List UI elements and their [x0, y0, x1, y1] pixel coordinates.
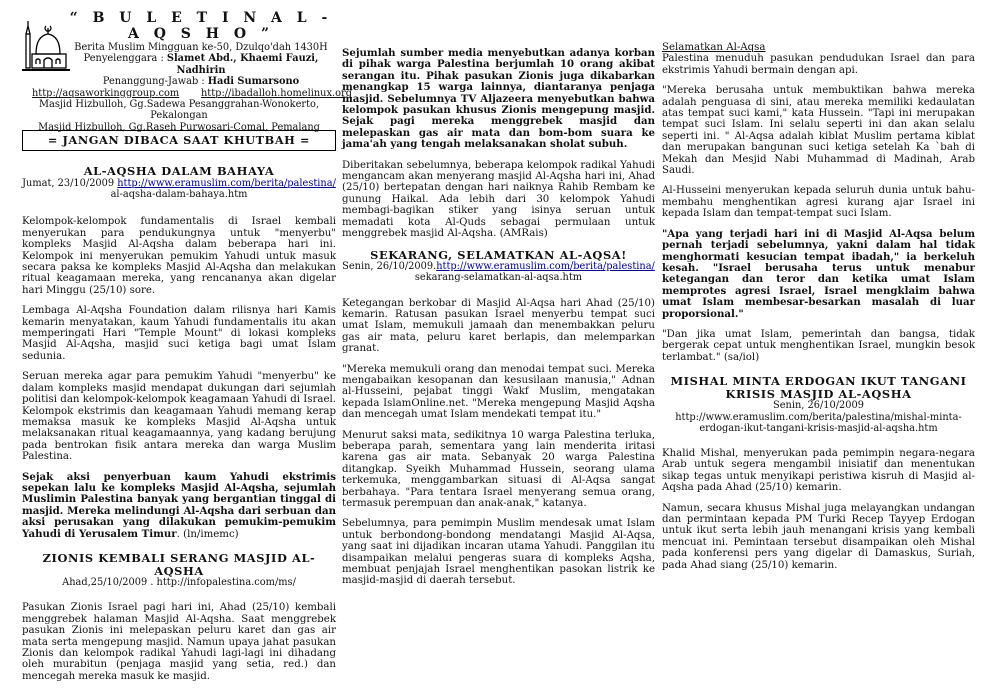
article4-meta [662, 400, 975, 434]
continuation-spacer-right [662, 0, 975, 42]
article1-paragraph-2: Lembaga Al-Aqsha Foundation dalam rilisnya hari Kamis kemarin menyatakan, kaum Yahudi fundamentalis itu akan memperingati Hari "Temple Mount" di lokasi kompleks Masjid Al-Aqsha, masjid suci ketiga bagi umat Islam sedunia. [22, 305, 336, 362]
khutbah-notice: = JANGAN DIBACA SAAT KHUTBAH = [22, 130, 336, 151]
article3-title: SEKARANG, SELAMATKAN AL-AQSA! [370, 247, 627, 262]
organizer-names: Slamet Abd., Khaemi Fauzi, Nadhirin [166, 53, 319, 76]
article3-link[interactable]: http://www.eramuslim.com/berita/palestina/ [436, 261, 655, 273]
pic-line [22, 76, 336, 87]
links-line [22, 87, 352, 99]
article4-paragraph-2: Namun, secara khusus Mishal juga melayangkan undangan dan permintaan kepada PM Turki Recep Tayyep Erdogan untuk ikut serta lebih jauh menangani krisis yang kembali mencuat ini. Pemintaan tersebut disampaikan oleh Mishal pada konferensi pers yang digelar di Damaskus, Suriah, pada Ahad siang (25/10) kemarin. [662, 502, 975, 571]
article3-paragraph-7: Al-Husseini menyerukan kepada seluruh dunia untuk bahu-membahu menghentikan agresi kurang ajar Israel ini kepada Islam dan tempat-tempat suci Islam. [662, 185, 975, 220]
organizer-line [22, 53, 336, 76]
article3-paragraph-9: "Dan jika umat Islam, pemerintah dan bangsa, tidak bergerak cepat untuk menghentikan Israel, mungkin besok terlambat." (sa/iol) [662, 328, 975, 363]
article3-paragraph-4: Sebelumnya, para pemimpin Muslim mendesak umat Islam untuk berbondong-bondong mendatangi Masjid Al-Aqsa, yang saat ini dijadikan incaran utama Yahudi. Panggilan itu disampaikan melalui pengeras suara di kompleks Aqsha, membuat penjajah Israel menghentikan pasokan listrik ke masjid-masjid di daerah tersebut. [342, 518, 655, 587]
article4-paragraph-1: Khalid Mishal, menyerukan pada pemimpin negara-negara Arab untuk segera mengambil inisiatif dan menentukan sikap tegas untuk menyikapi peristiwa kisruh di Masjid al-Aqsha pada Ahad (25/10) kemarin. [662, 447, 975, 494]
article1-link-tail: al-aqsha-dalam-bahaya.htm [110, 189, 248, 201]
pic-label: Penanggung-Jawab : [102, 76, 208, 88]
article3-paragraph-6: "Mereka berusaha untuk membuktikan bahwa mereka adalah penguasa di sini, atau mereka memiliki kedaulatan atas tempat suci kami," kata Hussein. "Tapi ini merupakan tempat suci Islam. Ini selalu seperti ini dan akan selalu seperti ini. " Al-Aqsa adalah kiblat Muslim pertama kiblat dan merupakan bangunan suci ketiga setelah Ka `bah di Mekah dan Mesjid Nabi Muhammad di Madinah, Arab Saudi. [662, 85, 975, 177]
article4-link[interactable]: http://www.eramuslim.com/berita/palestina/mishal-minta-erdogan-ikut-tangani-krisis-masjid-al-aqsha.htm [675, 411, 962, 434]
article1-paragraph-4-tail: . (ln/imemc) [176, 528, 239, 540]
article1-paragraph-4-bold: Sejak aksi penyerbuan kaum Yahudi ekstrimis sepekan lalu ke kompleks Masjid Al-Aqsha, sejumlah Muslimin Palestina banyak yang bergantian tinggal di masjid. Mereka melindungi Al-Aqsha dari serbuan dan aksi perusakan yang dilakukan pemukim-pemukim Yahudi di Yerusalem Timur [22, 470, 336, 540]
article1-meta [22, 178, 336, 200]
article3-paragraph-5: Palestina menuduh pasukan pendudukan Israel dan para ekstrimis Yahudi bermain dengan api. [662, 53, 975, 76]
column-left [22, 10, 352, 691]
article2-paragraph-1: Pasukan Zionis Israel pagi hari ini, Ahad (25/10) kembali menggrebek halaman Masjid Al-Aqsha. Saat menggrebek pasukan Zionis ini melepaskan peluru karet dan gas air mata serta mengepung masjid. Namun upaya jahat pasukan Zionis dan kelompok radikal Yahudi lagi-lagi ini dihadang oleh murabitun (penjaga masjid yang setia, red.) dan mencegah mereka masuk ke masjid. [22, 602, 336, 682]
article3-paragraph-1: Ketegangan berkobar di Masjid Al-Aqsa hari Ahad (25/10) kemarin. Ratusan pasukan Israel menyerbu tempat suci umat Islam, memukuli jamaah dan menembakkan peluru gas air mata, peluru karet berlapis, dan melemparkan granat. [342, 297, 655, 355]
article3-paragraph-8: "Apa yang terjadi hari ini di Masjid Al-Aqsa belum pernah terjadi sebelumnya, yakni dalam hal tidak menghormati kesucian tempat ibadah," ia berkeluh kesah. "Israel berusaha terus untuk menabur ketegangan dan teror dan ketika umat Islam memprotes agresi Israel, Israel mengklaim bahwa umat Islam membesar-besarkan masalah di luar proporsional." [662, 227, 975, 320]
article1-paragraph-4 [22, 472, 336, 540]
address-line-1: Masjid Hizbulloh, Gg.Sadewa Pesanggrahan-Wonokerto, Pekalongan [38, 99, 320, 122]
bulletin-title: “ B U L E T I N A L - A Q S H O ” [69, 10, 333, 42]
link-aqsaworkinggroup[interactable]: http://aqsaworkinggroup.com [32, 87, 180, 99]
bulletin-subtitle: Berita Muslim Mingguan ke-50, Dzulqo'dah 1430H [74, 42, 328, 53]
article4-date: Senin, 26/10/2009 [773, 400, 864, 412]
article3-paragraph-3: Menurut saksi mata, sedikitnya 10 warga Palestina terluka, beberapa parah, sementara yang lain menderita iritasi karena gas air mata. Sebanyak 20 warga Palestina ditangkap. Syeikh Muhammad Hussein, seorang ulama terkemuka, menggambarkan situasi di Al-Aqsa sangat berbahaya. "Para tentara Israel menyerang semua orang, termasuk perempuan dan anak-anak," katanya. [342, 429, 655, 509]
column-middle [342, 0, 655, 596]
masthead [22, 10, 352, 133]
article2-date: Ahad,25/10/2009 . http://infopalestina.com/ms/ [62, 577, 296, 589]
article2-paragraph-3: Diberitakan sebelumnya, beberapa kelompok radikal Yahudi mengancam akan menyerang masjid Al-Aqsha hari ini, Ahad (25/10) bertepatan dengan hari naiknya Rahib Rembam ke gunung Haikal. Ada lebih dari 30 kelompok Yahudi membagi-bagikan stiker yang isinya seruan untuk memadati kota Al-Quds sebagai permulaan untuk menggrebek masjid Al-Aqsha. (AMRais) [342, 159, 655, 240]
article3-paragraph-2: "Mereka memukuli orang dan menodai tempat suci. Mereka mengabaikan kesopanan dan kesusilaan manusia," Adnan al-Husseini, pejabat tinggi Wakf Muslim, mengatakan kepada IslamOnline.net. "Mereka mengepung Masjid Aqsha dan mencegah umat Islam mendekati tempat itu." [342, 363, 655, 421]
section-selamatkan-title: Selamatkan Al-Aqsa [662, 42, 766, 53]
link-ibadalloh[interactable]: http://ibadalloh.homelinux.org [201, 87, 352, 99]
article2-title: ZIONIS KEMBALI SERANG MASJID AL-AQSHA [42, 550, 316, 578]
article2-paragraph-2: Sejumlah sumber media menyebutkan adanya korban di pihak warga Palestina berjumlah 10 orang akibat serangan itu. Pihak pasukan Zionis juga dikabarkan menangkap 15 warga lainnya, diantaranya penjaga masjid. Sebelumnya TV Aljazeera menyebutkan bahwa kelompok pasukan khusus Zionis mengepung masjid. Sejak pagi mereka menggrebek masjid dan melepaskan gas air mata dan bom-bom suara ke jama'ah yang tengah melaksanakan sholat subuh. [342, 47, 655, 151]
article3-link-tail: sekarang-selamatkan-al-aqsa.htm [414, 272, 583, 284]
organizer-label: Penyelenggara : [83, 53, 167, 65]
continuation-spacer [342, 0, 655, 48]
column-right [662, 0, 975, 580]
article1-link[interactable]: http://www.eramuslim.com/berita/palestina/ [117, 178, 336, 189]
article1-paragraph-1: Kelompok-kelompok fundamentalis di Israel kembali menyerukan para pendukungnya untuk "menyerbu" kompleks Masjid Al-Aqsha dalam beberapa hari ini. Kelompok ini menyerukan pemukim Yahudi untuk masuk secara paksa ke kompleks Masjid Al-Aqsha dan melakukan ritual keagamaan mereka, yang rencananya akan digelar hari Minggu (25/10) sore. [22, 216, 336, 296]
address-line-2: Masjid Hizbulloh, Gg.Raseh Purwosari-Comal, Pemalang [38, 121, 320, 133]
article3-meta [342, 261, 655, 283]
masthead-text [22, 10, 352, 133]
article1-date: Jumat, 23/10/2009 [22, 178, 118, 189]
pic-name: Hadi Sumarsono [207, 76, 300, 88]
article3-date: Senin, 26/10/2009. [342, 261, 437, 273]
article1-title: AL-AQSHA DALAM BAHAYA [83, 164, 275, 179]
article4-title: MISHAL MINTA ERDOGAN IKUT TANGANI KRISIS MASJID AL-AQSHA [670, 374, 967, 401]
article1-paragraph-3: Seruan mereka agar para pemukim Yahudi "menyerbu" ke dalam kompleks masjid mendapat dukungan dari sejumlah politisi dan kelompok-kelompok keagamaan Yahudi di Israel. Kelompok ekstrimis dan keagamaan Yahudi memang kerap memaksa masuk ke kompleks Masjid Al-Aqsha untuk melaksanakan ritual keagamaannya, yang kadang berujung pada bentrokan fisik antara mereka dan warga Muslim Palestina. [22, 371, 336, 463]
